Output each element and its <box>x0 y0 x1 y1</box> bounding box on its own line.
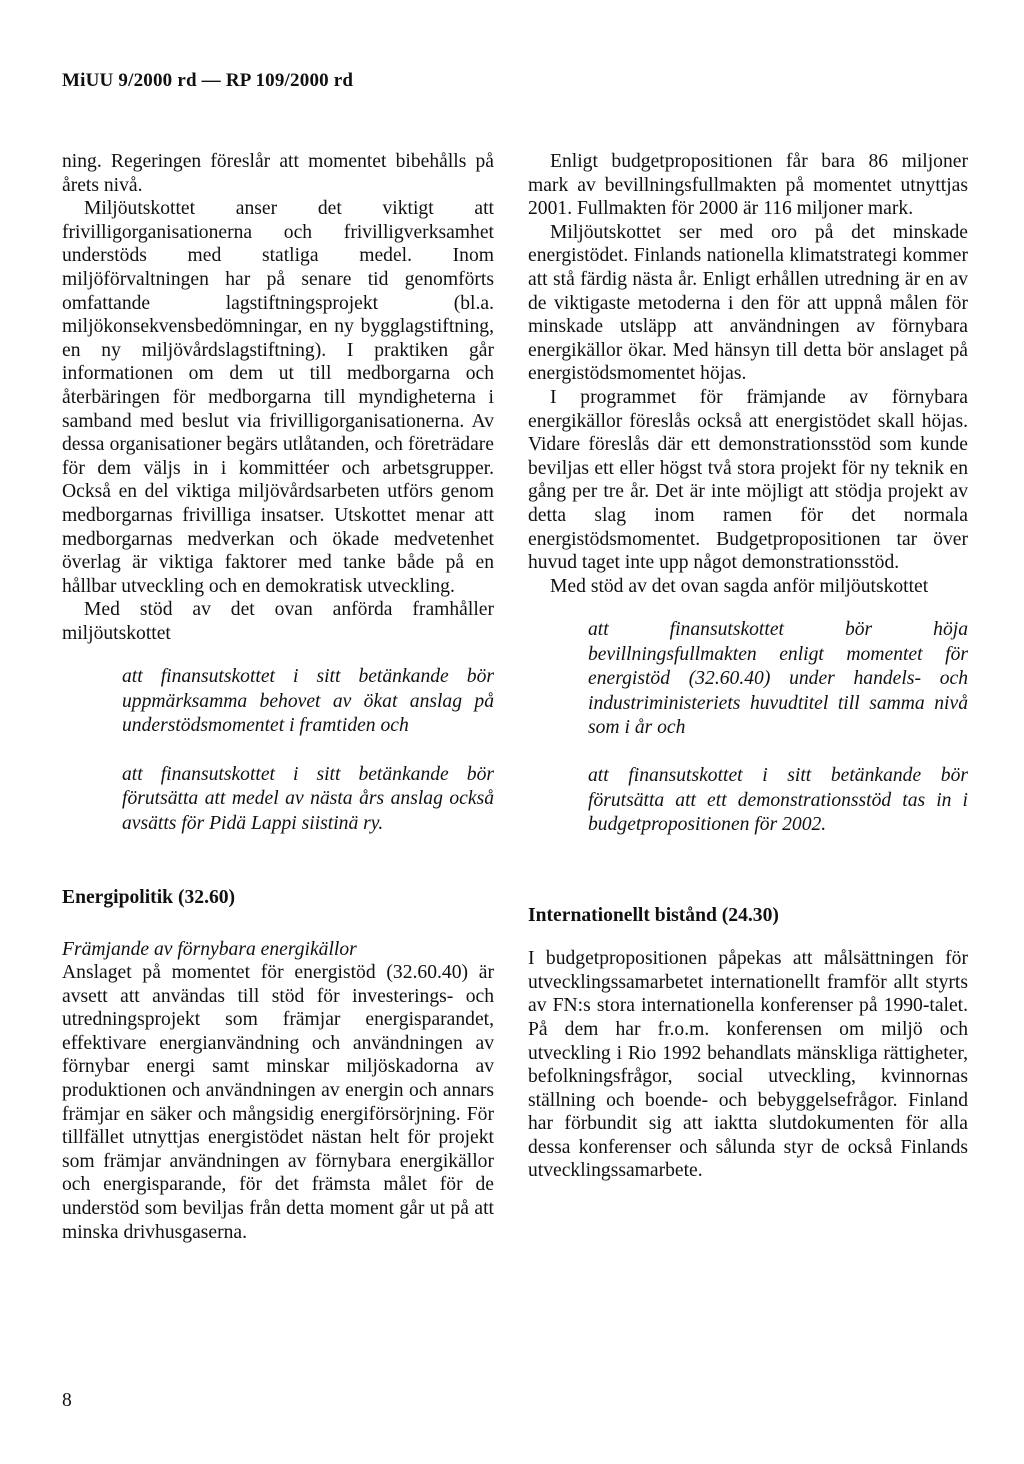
left-quote-2: att finansutskottet i sitt betänkande bör förutsätta att medel av nästa års anslag också avsätts för Pidä Lappi siistinä ry. <box>122 763 494 834</box>
left-paragraph-1: ning. Regeringen föreslår att momentet bibehålls på årets nivå. <box>62 151 494 196</box>
right-quote-1: att finansutskottet bör höja bevillningsfullmakten enligt momentet för energistöd (32.60.40) under handels- och industriministeriets huvudtitel till samma nivå som i år och <box>588 619 968 738</box>
heading-international-aid: Internationellt bistånd (24.30) <box>528 904 779 926</box>
right-paragraph-3: I programmet för främjande av förnybara energikällor föreslås också att energistödet skall höjas. Vidare föreslås där ett demonstrationsstöd som kunde beviljas ett eller högst två stora projekt för ny teknik en gång per tre år. Det är inte möjligt att stödja projekt av detta slag inom ramen för det normala energistödsmomentet. Budgetpropositionen tar över huvud taget inte upp något demonstrationsstöd. <box>528 386 968 574</box>
right-paragraph-2: Miljöutskottet ser med oro på det minskade energistödet. Finlands nationella klimatstrategi kommer att stå färdig nästa år. Enligt erhållen utredning är en av de viktigaste metoderna i den för att uppnå målen för minskade utsläpp att användningen av förnybara energikällor ökar. Med hänsyn till detta bör anslaget på energistödsmomentet höjas. <box>528 221 968 385</box>
right-paragraph-5: I budgetpropositionen påpekas att målsättningen för utvecklingssamarbetet internationellt framför allt styrts av FN:s stora internationella konferenser på 1990-talet. På dem har fr.o.m. konferensen om miljö och utveckling i Rio 1992 behandlats mänskliga rättigheter, befolkningsfrågor, social utveckling, kvinnornas ställning och boende- och bebyggelsefrågor. Finland har förbundit sig att iaktta slutdokumenten för alla dessa konferenser och sålunda styr de också Finlands utvecklingssamarbete. <box>528 948 968 1182</box>
page-number: 8 <box>62 1390 72 1411</box>
left-paragraph-2: Miljöutskottet anser det viktigt att frivilligorganisationerna och frivilligverksamhet understöds med statliga medel. Inom miljöförvaltningen har på senare tid genomförts omfattande lagstiftningsprojekt (bl.a. miljökonsekvensbedömningar, en ny bygglagstiftning, en ny miljövårdslagstiftning). I praktiken går informationen om dem ut till medborgarna och återbäringen för medborgarna till myndigheterna i samband med beslut via frivilligorganisationerna. Av dessa organisationer begärs utlåtanden, och företrädare för dem väljs in i kommittéer och arbetsgrupper. Också en del viktiga miljövårdsarbeten utförs genom medborgarnas frivilliga insatser. Utskottet menar att medborgarnas medverkan och ökade medvetenhet överlag är viktiga faktorer med tanke både på en hållbar utveckling och en demokratisk utveckling. <box>62 198 494 597</box>
left-quote-1: att finansutskottet i sitt betänkande bör uppmärksamma behovet av ökat anslag på understödsmomentet i framtiden och <box>122 666 494 737</box>
heading-energy-policy: Energipolitik (32.60) <box>62 886 236 908</box>
right-column <box>528 150 968 1183</box>
page-header: MiUU 9/2000 rd — RP 109/2000 rd <box>62 70 354 91</box>
left-paragraph-3: Med stöd av det ovan anförda framhåller miljöutskottet <box>62 599 494 644</box>
subheading-renewable-energy: Främjande av förnybara energikällor <box>62 938 357 960</box>
right-paragraph-4: Med stöd av det ovan sagda anför miljöutskottet <box>550 575 929 597</box>
right-paragraph-1: Enligt budgetpropositionen får bara 86 miljoner mark av bevillningsfullmakten på momentet utnyttjas 2001. Fullmakten för 2000 är 116 miljoner mark. <box>528 151 968 220</box>
right-quote-2: att finansutskottet i sitt betänkande bör förutsätta att ett demonstrationsstöd tas in i budgetpropositionen för 2002. <box>588 765 968 836</box>
left-paragraph-4: Anslaget på momentet för energistöd (32.60.40) är avsett att användas till stöd för investerings- och utredningsprojekt som främjar energisparandet, effektivare energianvändning och användningen av förnybar energi samt minskar miljöskadorna av produktionen och användningen av energin och annars främjar en säker och mångsidig energiförsörjning. För tillfället utnyttjas energistödet nästan helt för projekt som främjar användningen av förnybara energikällor och energisparande, för det främsta målet för de understöd som beviljas från detta moment går ut på att minska drivhusgaserna. <box>62 962 494 1243</box>
left-column <box>62 150 494 1244</box>
